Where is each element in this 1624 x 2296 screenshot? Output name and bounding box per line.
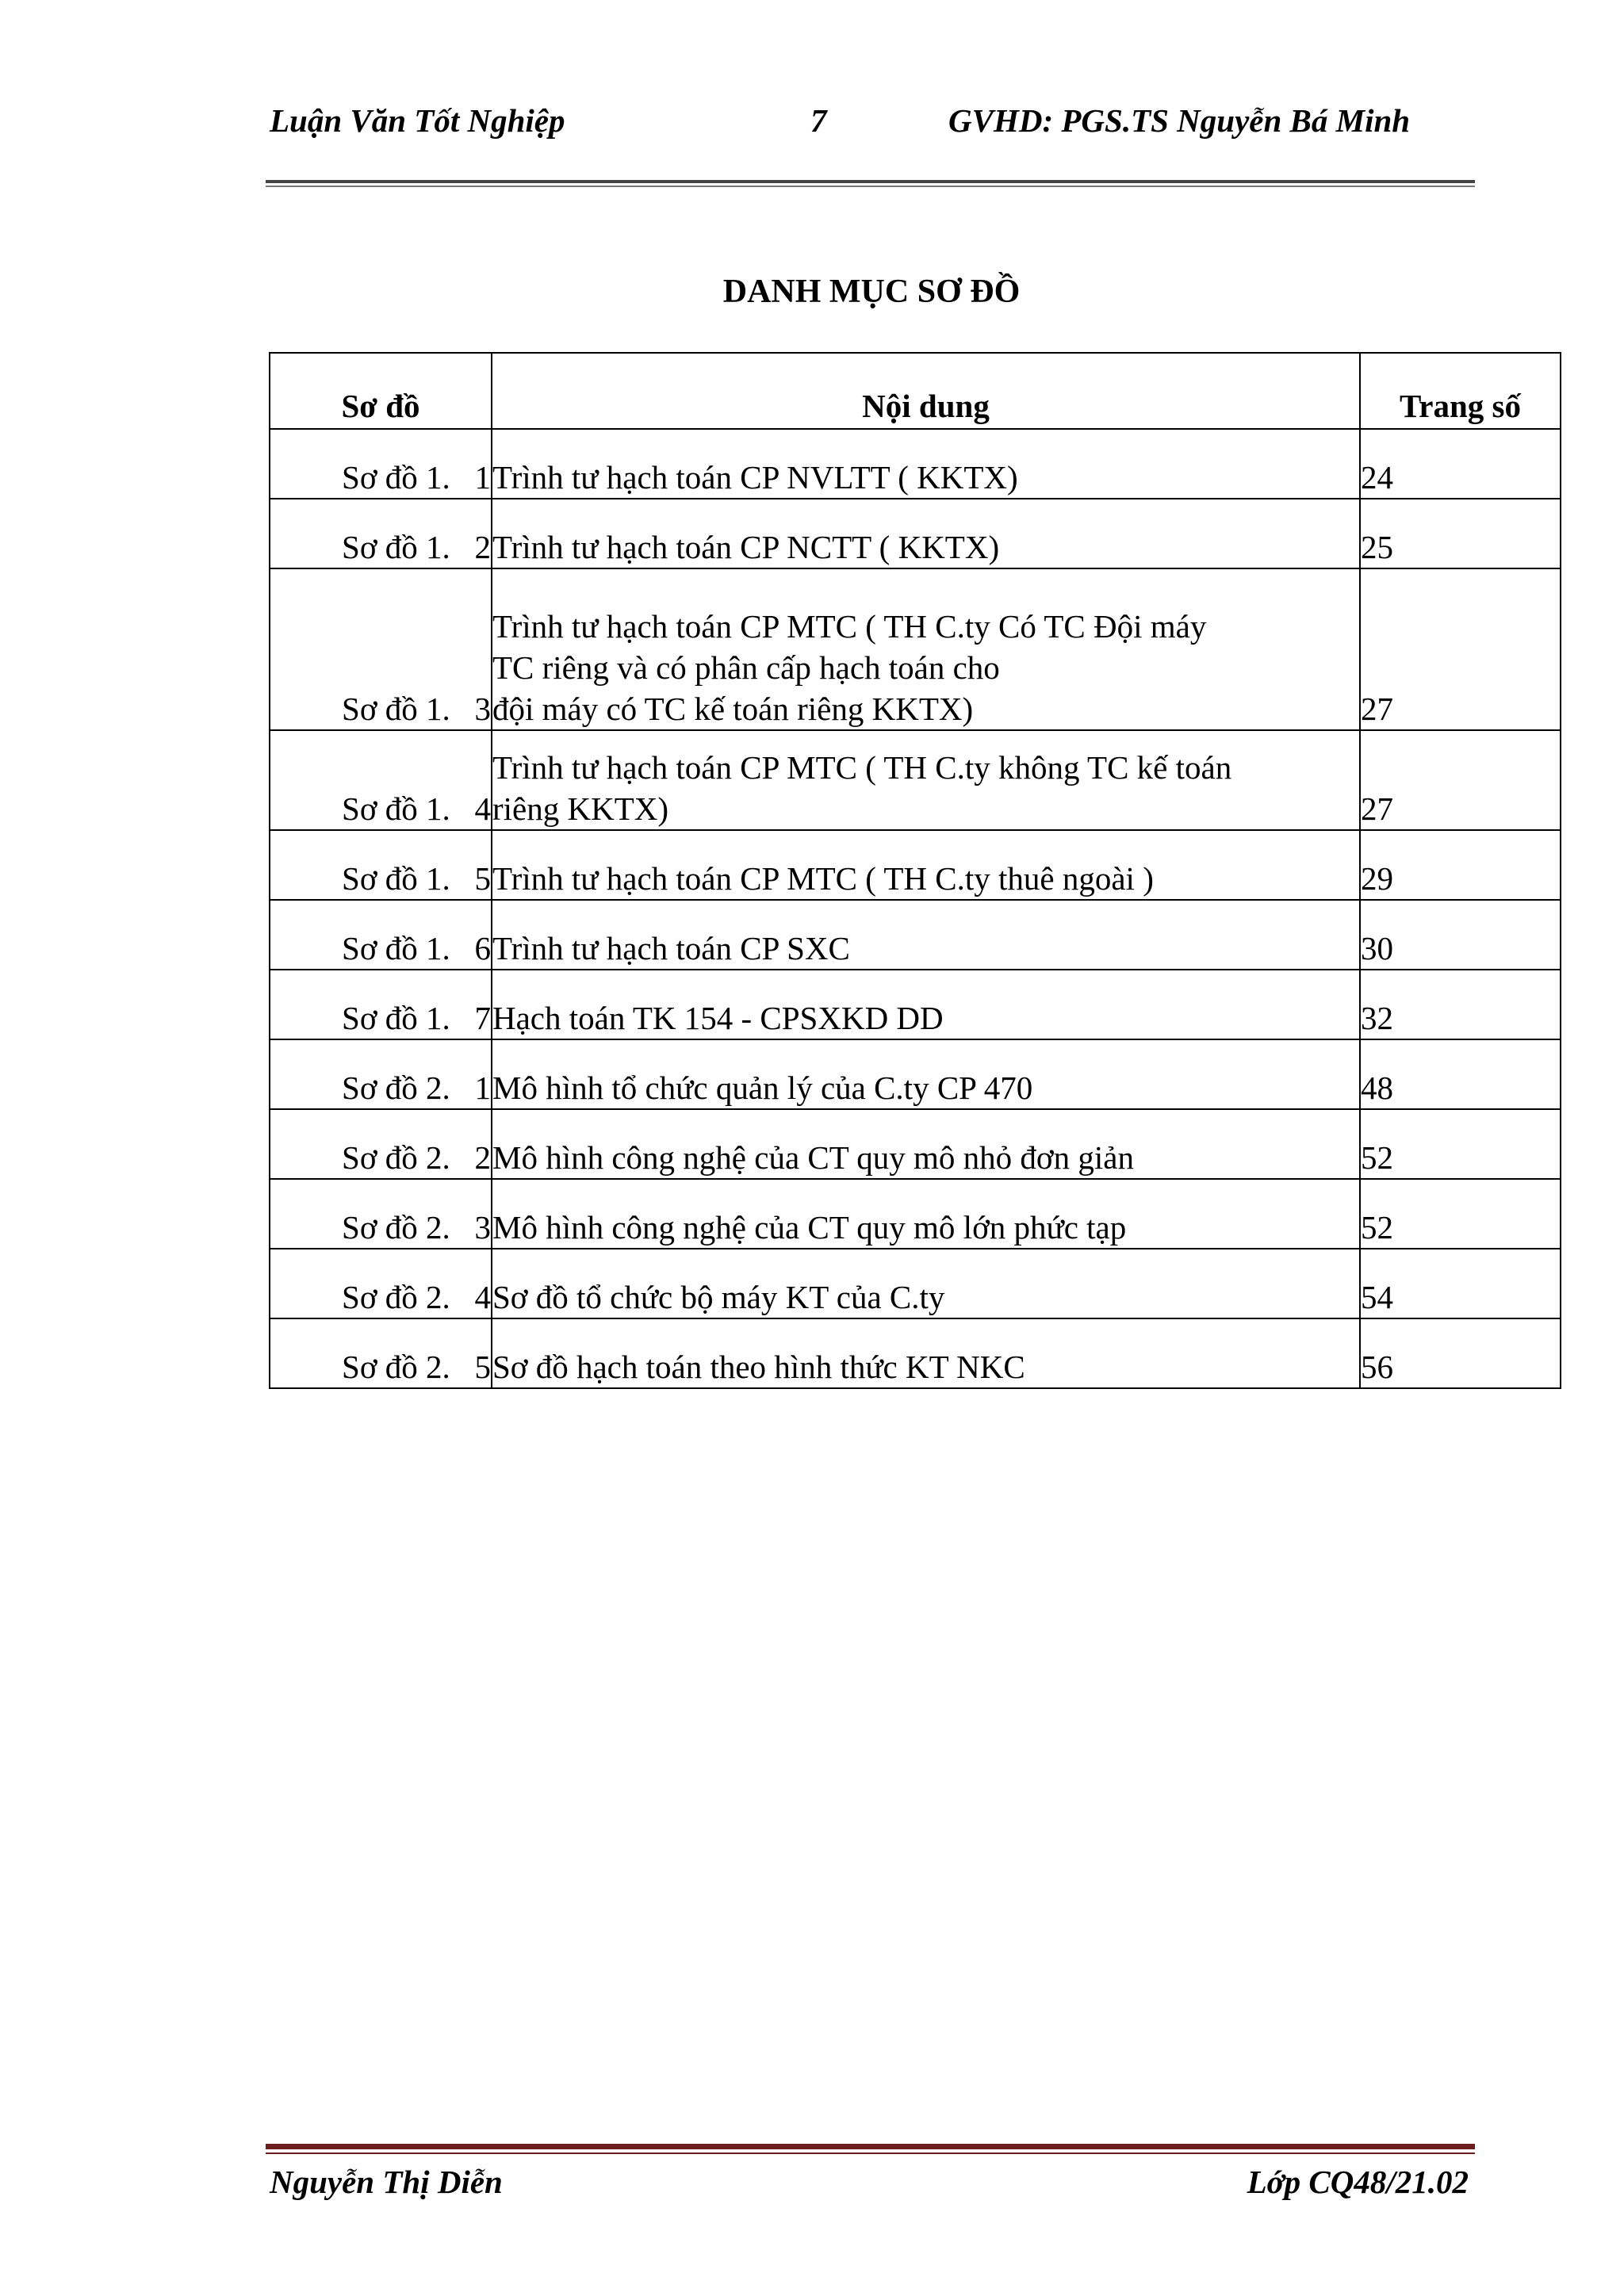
diagram-description (492, 970, 1360, 1039)
description-line: Trình tư hạch toán CP NVLTT ( KKTX) (492, 459, 1018, 496)
diagram-number: Sơ đồ 2. 3 (270, 1179, 492, 1249)
page-number: 48 (1360, 1039, 1561, 1109)
footer-class: Lớp CQ48/21.02 (1247, 2164, 1469, 2200)
description-line: TC riêng và có phân cấp hạch toán cho (492, 649, 1000, 686)
page-number: 29 (1360, 830, 1561, 900)
diagram-number: Sơ đồ 1. 4 (270, 730, 492, 830)
table-body (270, 429, 1561, 1388)
table-row (270, 830, 1561, 900)
diagram-number: Sơ đồ 2. 2 (270, 1109, 492, 1179)
page-number: 30 (1360, 900, 1561, 970)
diagram-number: Sơ đồ 1. 6 (270, 900, 492, 970)
diagram-number: Sơ đồ 1. 3 (270, 568, 492, 730)
header-rule (266, 180, 1475, 183)
description-line: riêng KKTX) (492, 790, 669, 827)
diagram-description (492, 900, 1360, 970)
description-line: Mô hình công nghệ của CT quy mô lớn phức tạp (492, 1209, 1127, 1246)
diagram-description (492, 429, 1360, 499)
description-line: Trình tư hạch toán CP NCTT ( KKTX) (492, 529, 1000, 565)
header-rule-thin (266, 186, 1475, 187)
diagram-number: Sơ đồ 1. 1 (270, 429, 492, 499)
page-number: 52 (1360, 1109, 1561, 1179)
description-line: Mô hình công nghệ của CT quy mô nhỏ đơn giản (492, 1139, 1134, 1176)
table-row (270, 730, 1561, 830)
description-line: Mô hình tổ chức quản lý của C.ty CP 470 (492, 1070, 1033, 1106)
table-row (270, 568, 1561, 730)
diagram-description (492, 1179, 1360, 1249)
diagram-description (492, 1318, 1360, 1388)
table-row (270, 1318, 1561, 1388)
description-line: Trình tư hạch toán CP MTC ( TH C.ty không TC kế toán (492, 749, 1232, 786)
diagram-description (492, 1039, 1360, 1109)
diagram-description (492, 499, 1360, 568)
footer-author: Nguyễn Thị Diễn (270, 2164, 503, 2200)
description-line: Sơ đồ tổ chức bộ máy KT của C.ty (492, 1279, 945, 1315)
diagram-number: Sơ đồ 2. 5 (270, 1318, 492, 1388)
table-row (270, 1039, 1561, 1109)
table-row (270, 1109, 1561, 1179)
page-number: 24 (1360, 429, 1561, 499)
diagram-number: Sơ đồ 1. 5 (270, 830, 492, 900)
description-line: Trình tư hạch toán CP MTC ( TH C.ty Có TC Đội máy (492, 608, 1207, 645)
description-line: Hạch toán TK 154 - CPSXKD DD (492, 1000, 944, 1036)
description-line: đội máy có TC kế toán riêng KKTX) (492, 691, 974, 727)
table-header-row (270, 353, 1561, 429)
footer-rule-thin (266, 2152, 1475, 2154)
diagram-number: Sơ đồ 2. 4 (270, 1249, 492, 1318)
page-number: 54 (1360, 1249, 1561, 1318)
column-header-page: Trang số (1360, 353, 1561, 429)
table-row (270, 970, 1561, 1039)
page-number: 25 (1360, 499, 1561, 568)
header-thesis-title: Luận Văn Tốt Nghiệp (270, 102, 565, 139)
table-row (270, 429, 1561, 499)
diagram-number: Sơ đồ 1. 2 (270, 499, 492, 568)
diagram-description (492, 1249, 1360, 1318)
description-line: Trình tư hạch toán CP SXC (492, 930, 850, 966)
description-line: Trình tư hạch toán CP MTC ( TH C.ty thuê ngoài ) (492, 860, 1154, 897)
diagram-number: Sơ đồ 2. 1 (270, 1039, 492, 1109)
page-number: 27 (1360, 568, 1561, 730)
header-supervisor: GVHD: PGS.TS Nguyễn Bá Minh (948, 102, 1411, 139)
column-header-diagram: Sơ đồ (270, 353, 492, 429)
table-row (270, 900, 1561, 970)
page-number: 27 (1360, 730, 1561, 830)
table-row (270, 1249, 1561, 1318)
diagram-description (492, 730, 1360, 830)
page-number: 32 (1360, 970, 1561, 1039)
page-title: DANH MỤC SƠ ĐỒ (722, 274, 1021, 310)
diagram-description (492, 1109, 1360, 1179)
header-page-number: 7 (810, 102, 827, 139)
footer-rule (266, 2144, 1475, 2149)
table-row (270, 499, 1561, 568)
page-number: 52 (1360, 1179, 1561, 1249)
table-row (270, 1179, 1561, 1249)
page-number: 56 (1360, 1318, 1561, 1388)
diagram-description (492, 830, 1360, 900)
description-line: Sơ đồ hạch toán theo hình thức KT NKC (492, 1349, 1025, 1385)
column-header-content: Nội dung (492, 353, 1360, 429)
diagram-number: Sơ đồ 1. 7 (270, 970, 492, 1039)
diagram-list-table (269, 352, 1561, 1389)
diagram-description (492, 568, 1360, 730)
